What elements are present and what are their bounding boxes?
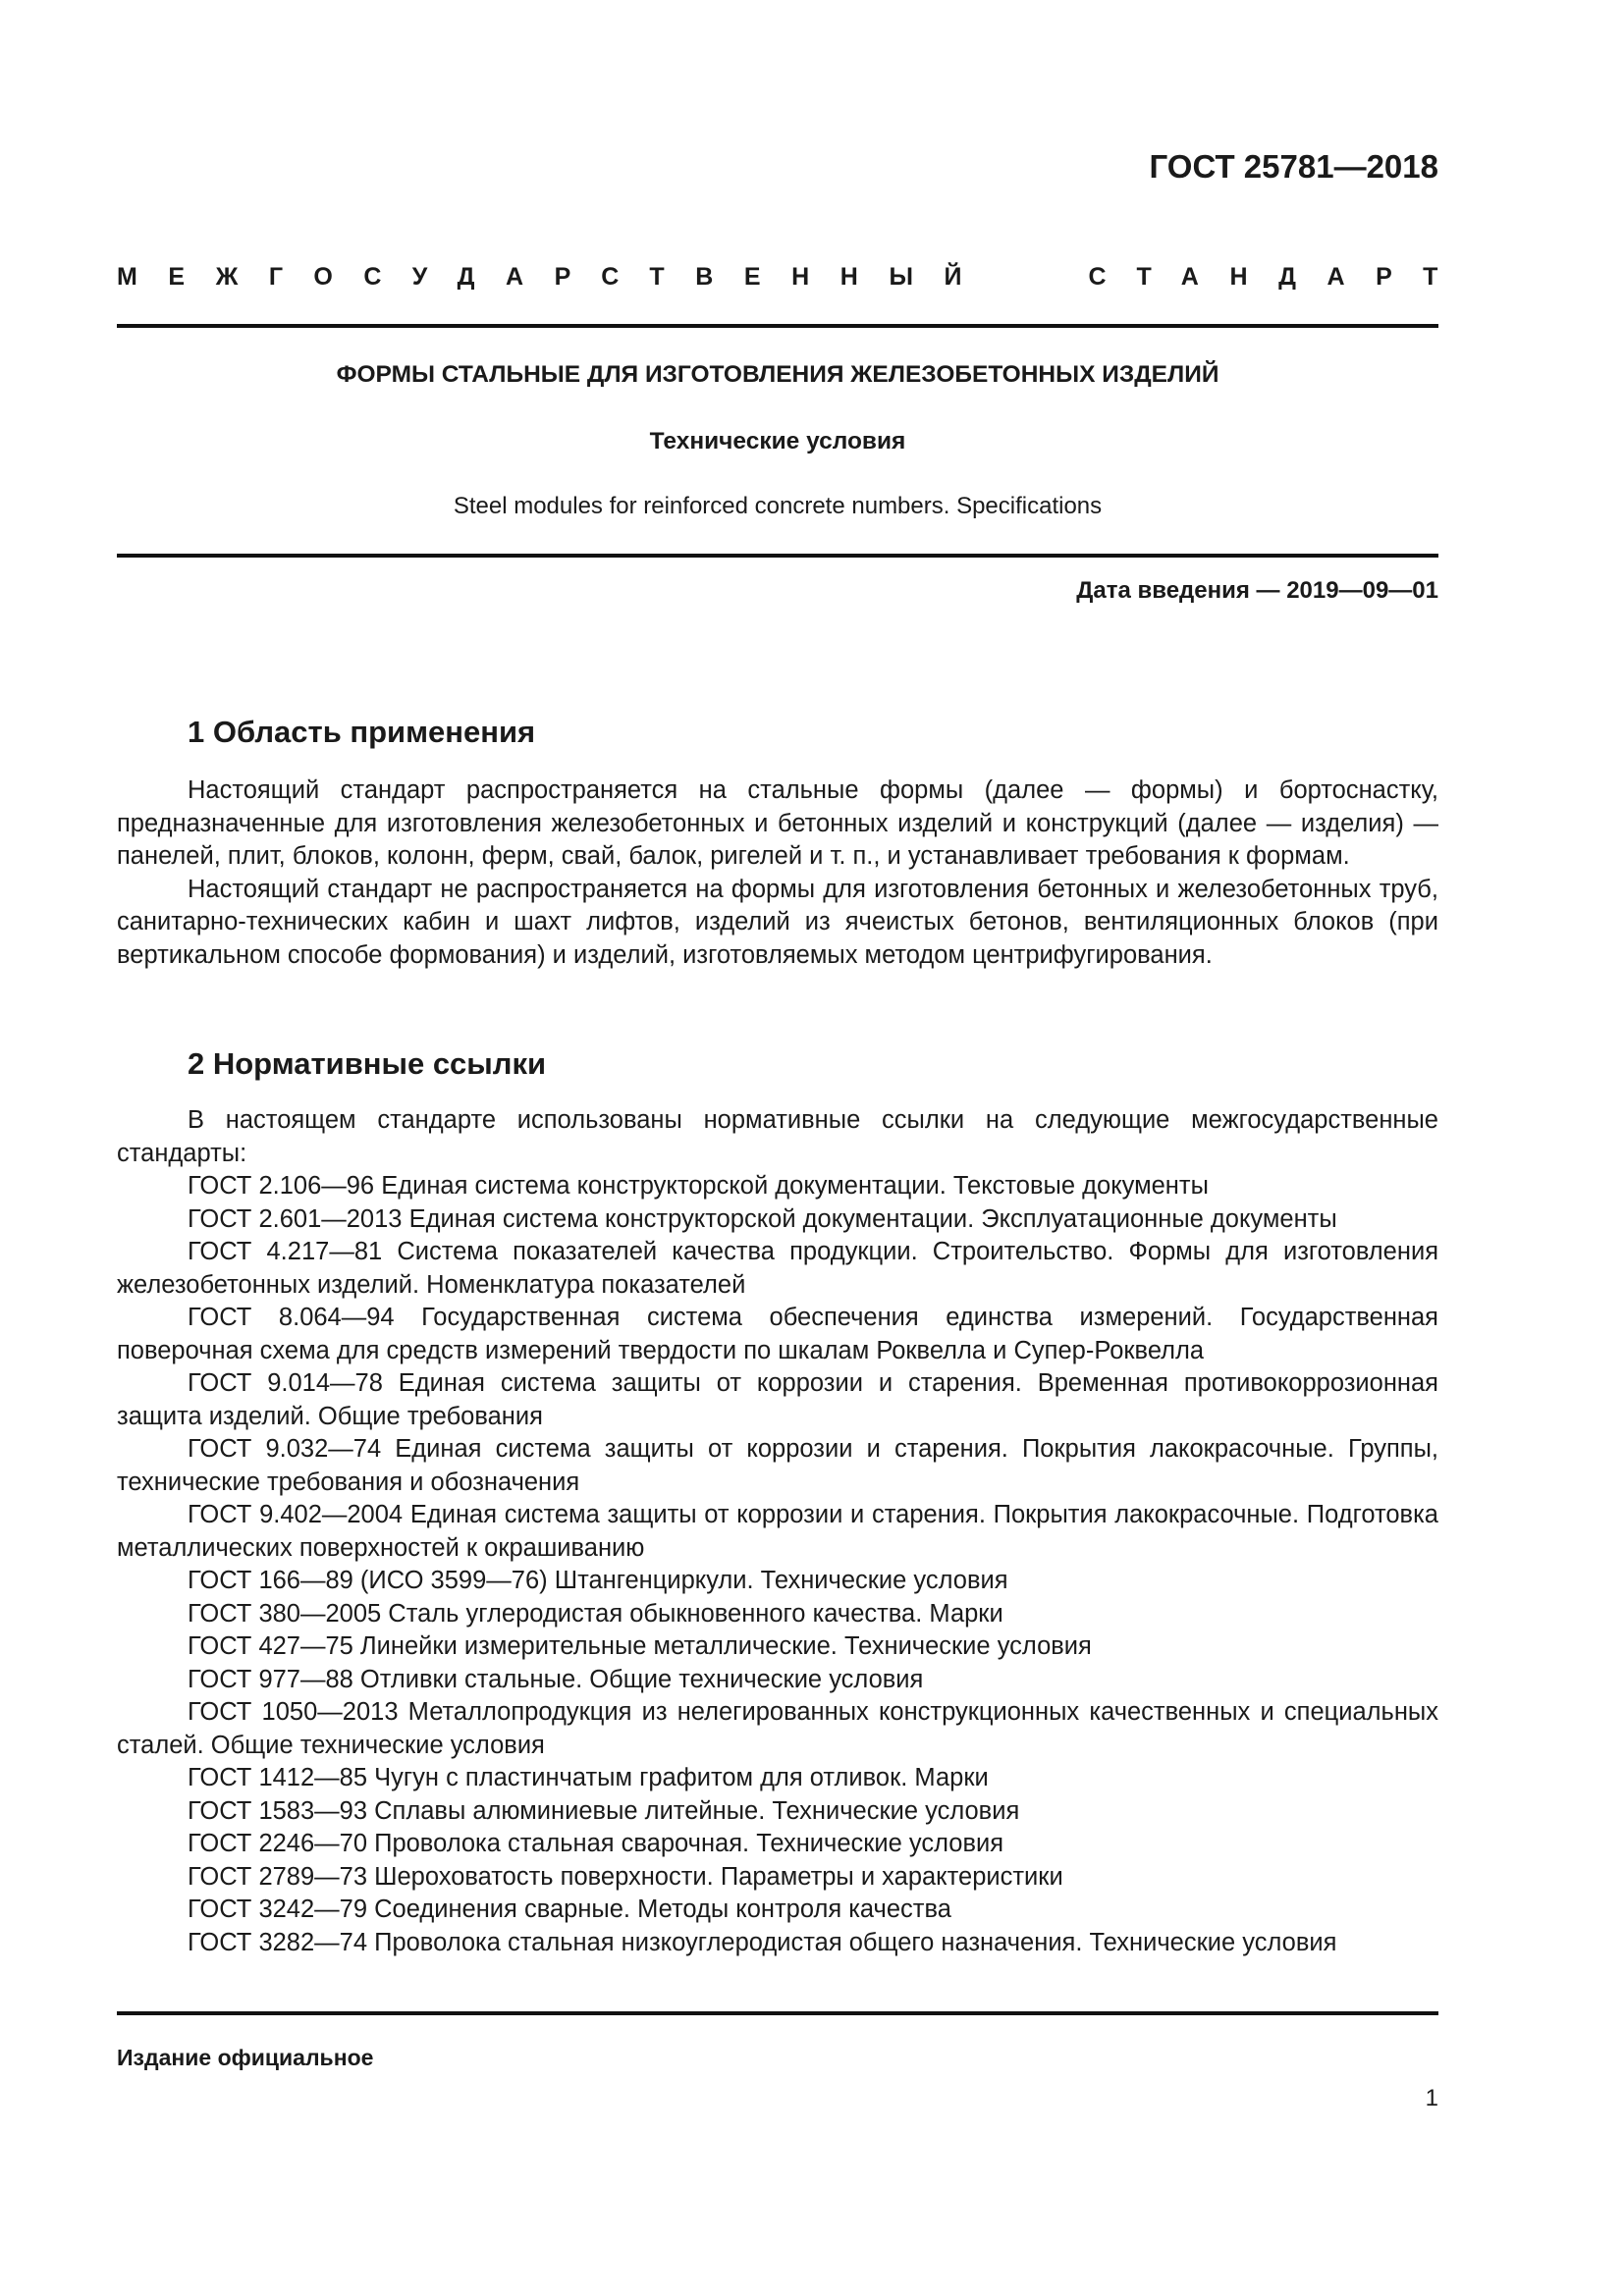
document-subtitle: Технические условия [649, 428, 906, 454]
document-code: ГОСТ 25781—2018 [1149, 148, 1438, 185]
document-title: ФОРМЫ СТАЛЬНЫЕ ДЛЯ ИЗГОТОВЛЕНИЯ ЖЕЛЕЗОБЕТОННЫХ ИЗДЕЛИЙ [336, 361, 1219, 388]
reference-item: ГОСТ 977—88 Отливки стальные. Общие технические условия [188, 1665, 924, 1693]
banner-word-standard: СТАНДАРТ [1088, 263, 1469, 291]
divider-title [117, 554, 1438, 558]
reference-item: ГОСТ 3242—79 Соединения сварные. Методы контроля качества [188, 1896, 951, 1923]
english-title: Steel modules for reinforced concrete numbers. Specifications [453, 493, 1103, 519]
paragraph: В настоящем стандарте использованы нормативные ссылки на следующие межгосударственные стандарты: [117, 1106, 1438, 1167]
paragraph: Настоящий стандарт распространяется на стальные формы (далее — формы) и бортоснастку, предназначенные для изготовления железобетонных и бетонных изделий и конструкций (далее — изделия) — панелей, плит, блоков, колонн, ферм, свай, балок, ригелей и т. п., и устанавливает требования к формам. [117, 776, 1438, 870]
reference-item: ГОСТ 1050—2013 Металлопродукция из нелегированных конструкционных качественных и специальных сталей. Общие технические условия [117, 1698, 1438, 1759]
introduction-date: Дата введения — 2019—09—01 [1076, 577, 1438, 604]
section-heading-references: 2 Нормативные ссылки [188, 1046, 547, 1081]
reference-item: ГОСТ 8.064—94 Государственная система обеспечения единства измерений. Государственная поверочная схема для средств измерений твердости по шкалам Роквелла и Супер-Роквелла [117, 1304, 1438, 1364]
divider-top [117, 324, 1438, 328]
banner-word-interstate: МЕЖГОСУДАРСТВЕННЫЙ [117, 263, 994, 291]
official-edition-label: Издание официальное [117, 2045, 374, 2070]
reference-item: ГОСТ 1412—85 Чугун с пластинчатым графитом для отливок. Марки [188, 1764, 989, 1791]
reference-item: ГОСТ 4.217—81 Система показателей качества продукции. Строительство. Формы для изготовления железобетонных изделий. Номенклатура показателей [117, 1238, 1438, 1299]
reference-item: ГОСТ 3282—74 Проволока стальная низкоуглеродистая общего назначения. Технические условия [188, 1928, 1337, 1956]
reference-item: ГОСТ 427—75 Линейки измерительные металлические. Технические условия [188, 1632, 1092, 1660]
reference-item: ГОСТ 2.601—2013 Единая система конструкторской документации. Эксплуатационные документы [188, 1204, 1337, 1233]
reference-item: ГОСТ 9.014—78 Единая система защиты от коррозии и старения. Временная противокоррозионная защита изделий. Общие требования [117, 1369, 1438, 1430]
section-heading-scope: 1 Область применения [188, 715, 536, 749]
paragraph: Настоящий стандарт не распространяется на формы для изготовления бетонных и железобетонных труб, санитарно-технических кабин и шахт лифтов, изделий из ячеистых бетонов, вентиляционных блоков (при вертикальном способе формования) и изделий, изготовляемых методом центрифугирования. [117, 875, 1438, 969]
reference-item: ГОСТ 9.402—2004 Единая система защиты от коррозии и старения. Покрытия лакокрасочные. Подготовка металлических поверхностей к окрашиванию [117, 1501, 1438, 1562]
reference-item: ГОСТ 2.106—96 Единая система конструкторской документации. Текстовые документы [188, 1172, 1209, 1200]
section-body-references [117, 1104, 1438, 1959]
section-body-scope [117, 774, 1438, 972]
reference-item: ГОСТ 166—89 (ИСО 3599—76) Штангенциркули. Технические условия [188, 1567, 1008, 1594]
divider-footer [117, 2011, 1438, 2015]
reference-item: ГОСТ 2789—73 Шероховатость поверхности. Параметры и характеристики [188, 1862, 1063, 1891]
page-number: 1 [1425, 2085, 1438, 2111]
reference-item: ГОСТ 9.032—74 Единая система защиты от коррозии и старения. Покрытия лакокрасочные. Группы, технические требования и обозначения [117, 1435, 1438, 1496]
reference-item: ГОСТ 1583—93 Сплавы алюминиевые литейные. Технические условия [188, 1796, 1020, 1825]
reference-item: ГОСТ 2246—70 Проволока стальная сварочная. Технические условия [188, 1830, 1004, 1857]
reference-item: ГОСТ 380—2005 Сталь углеродистая обыкновенного качества. Марки [188, 1599, 1003, 1628]
